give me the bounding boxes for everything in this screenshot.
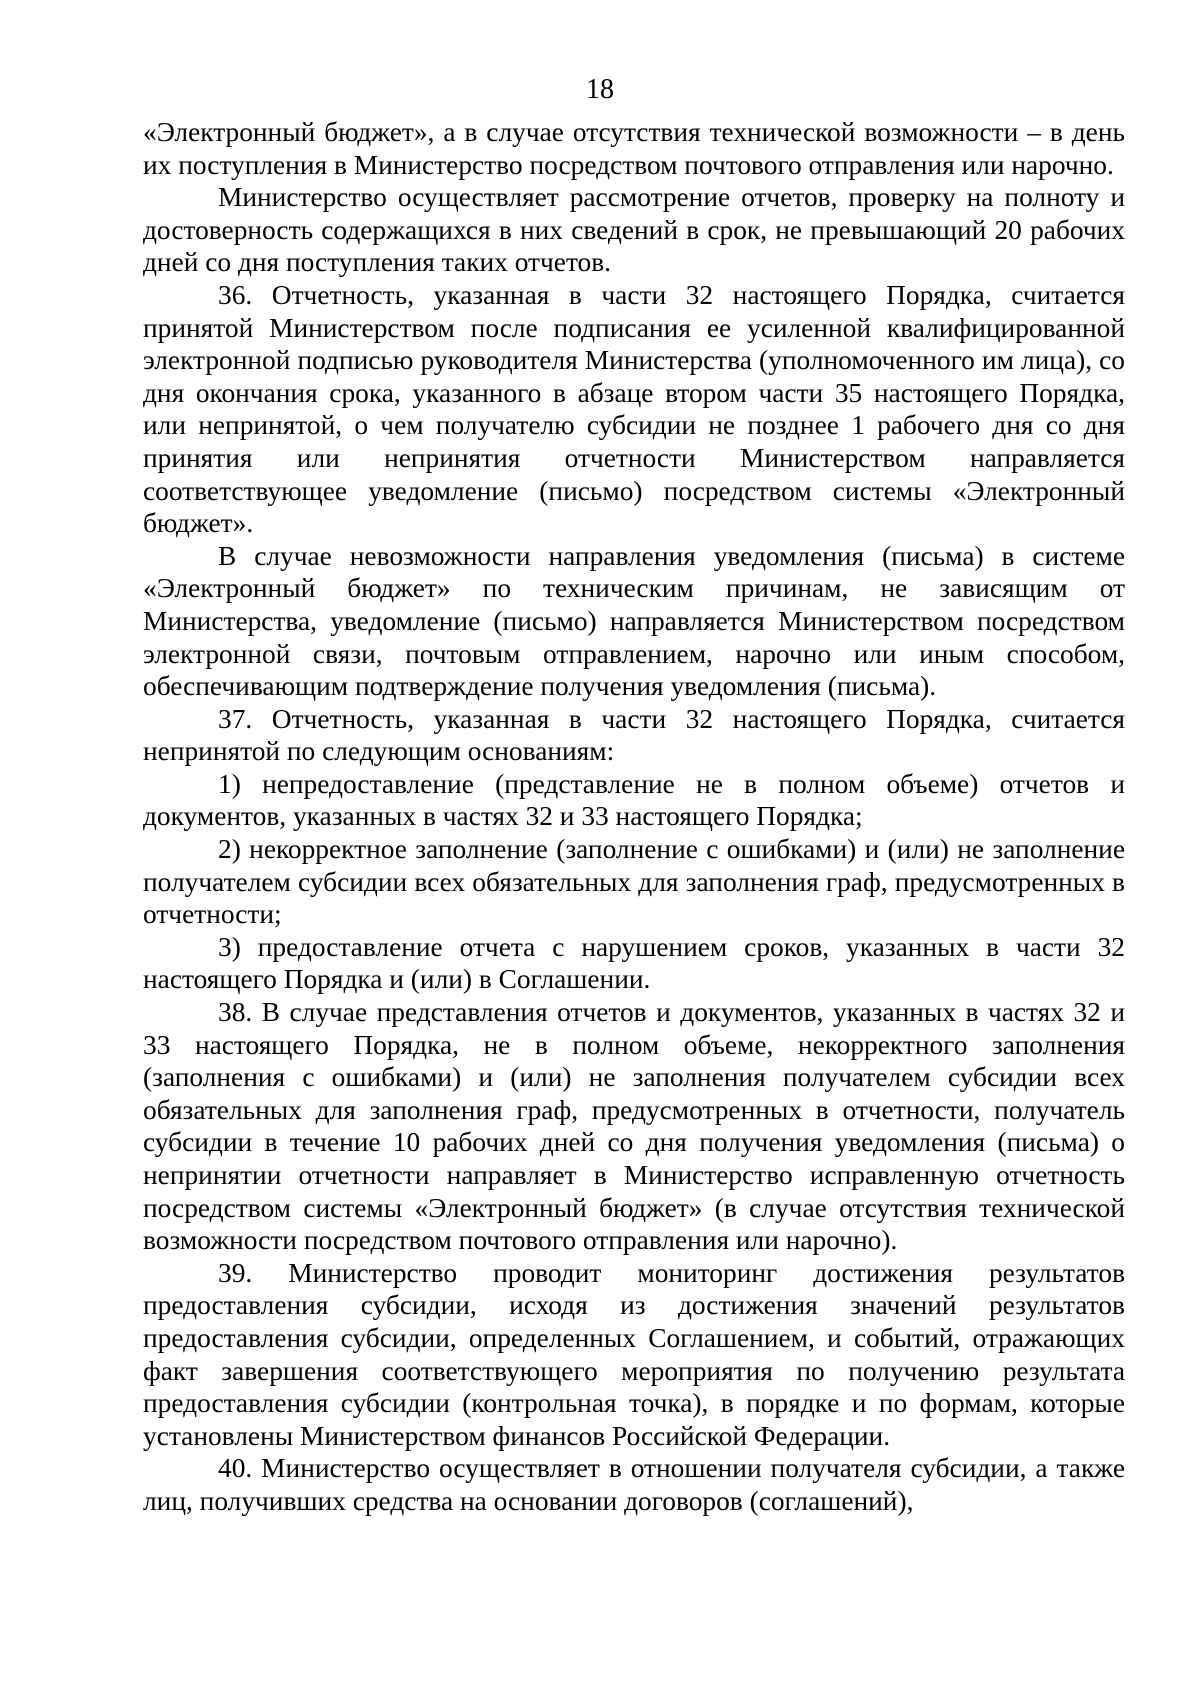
paragraph-item-37: 37. Отчетность, указанная в части 32 настоящего Порядка, считается непринятой по следующим основаниям: xyxy=(143,703,1125,767)
paragraph-item-37-3: 3) предоставление отчета с нарушением сроков, указанных в части 32 настоящего Порядка и (или) в Соглашении. xyxy=(143,931,1125,995)
paragraph-notification-alternative: В случае невозможности направления уведомления (письма) в системе «Электронный бюджет» по техническим причинам, не зависящим от Министерства, уведомление (письмо) направляется Министерством посредством электронной связи, почтовым отправлением, нарочно или иным способом, обеспечивающим подтверждение получения уведомления (письма). xyxy=(143,540,1125,702)
paragraph-item-38: 38. В случае представления отчетов и документов, указанных в частях 32 и 33 настоящего Порядка, не в полном объеме, некорректного заполнения (заполнения с ошибками) и (или) не заполнения получателем субсидии всех обязательных для заполнения граф, предусмотренных в отчетности, получатель субсидии в течение 10 рабочих дней со дня получения уведомления (письма) о непринятии отчетности направляет в Министерство исправленную отчетность посредством системы «Электронный бюджет» (в случае отсутствия технической возможности посредством почтового отправления или нарочно). xyxy=(143,997,1125,1256)
document-body xyxy=(143,116,1125,1518)
paragraph-item-37-1: 1) непредоставление (представление не в полном объеме) отчетов и документов, указанных в частях 32 и 33 настоящего Порядка; xyxy=(143,768,1125,832)
page-number: 18 xyxy=(586,74,614,105)
paragraph-item-36: 36. Отчетность, указанная в части 32 настоящего Порядка, считается принятой Министерством после подписания ее усиленной квалифицированной электронной подписью руководителя Министерства (уполномоченного им лица), со дня окончания срока, указанного в абзаце втором части 35 настоящего Порядка, или непринятой, о чем получателю субсидии не позднее 1 рабочего дня со дня принятия или непринятия отчетности Министерством направляется соответствующее уведомление (письмо) посредством системы «Электронный бюджет». xyxy=(143,279,1125,539)
paragraph-item-40: 40. Министерство осуществляет в отношении получателя субсидии, а также лиц, получивших средства на основании договоров (соглашений), xyxy=(143,1453,1125,1516)
paragraph-item-39: 39. Министерство проводит мониторинг достижения результатов предоставления субсидии, исходя из достижения значений результатов предоставления субсидии, определенных Соглашением, и событий, отражающих факт завершения соответствующего мероприятия по получению результата предоставления субсидии (контрольная точка), в порядке и по формам, которые установлены Министерством финансов Российской Федерации. xyxy=(143,1257,1125,1451)
paragraph-review-period: Министерство осуществляет рассмотрение отчетов, проверку на полноту и достоверность содержащихся в них сведений в срок, не превышающий 20 рабочих дней со дня поступления таких отчетов. xyxy=(143,182,1125,278)
paragraph-continuation: «Электронный бюджет», а в случае отсутствия технической возможности – в день их поступления в Министерство посредством почтового отправления или нарочно. xyxy=(143,117,1125,180)
paragraph-item-37-2: 2) некорректное заполнение (заполнение с ошибками) и (или) не заполнение получателем субсидии всех обязательных для заполнения граф, предусмотренных в отчетности; xyxy=(143,834,1125,930)
